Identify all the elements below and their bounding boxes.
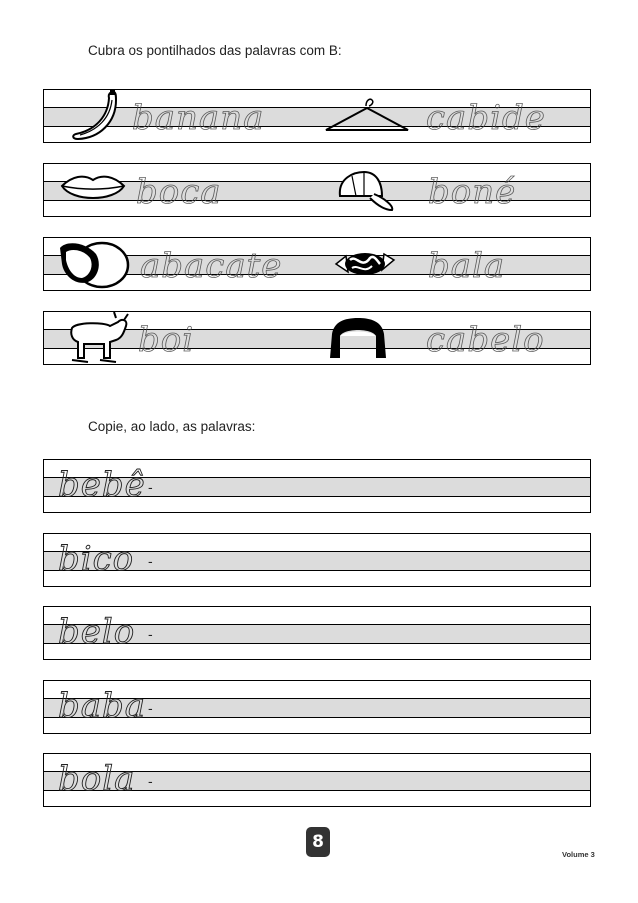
copy-row bbox=[43, 459, 591, 513]
lips-icon bbox=[58, 170, 128, 210]
copy-row bbox=[43, 533, 591, 587]
trace-word[interactable]: cabelo bbox=[426, 320, 545, 360]
trace-row bbox=[43, 89, 591, 143]
copy-word: baba bbox=[58, 686, 147, 726]
trace-word[interactable]: banana bbox=[132, 98, 265, 138]
trace-word[interactable]: boca bbox=[136, 172, 222, 212]
trace-word[interactable]: cabide bbox=[426, 98, 546, 138]
copy-dash: - bbox=[148, 773, 153, 789]
copy-row bbox=[43, 680, 591, 734]
copy-dash: - bbox=[148, 626, 153, 642]
copy-word: belo bbox=[58, 612, 136, 652]
trace-instruction: Cubra os pontilhados das palavras com B: bbox=[88, 43, 342, 58]
page-number: 8 bbox=[306, 827, 330, 857]
trace-row bbox=[43, 163, 591, 217]
copy-dash: - bbox=[148, 479, 153, 495]
banana-icon bbox=[64, 88, 124, 142]
hair-icon bbox=[324, 316, 392, 360]
trace-word[interactable]: abacate bbox=[140, 246, 283, 286]
candy-icon bbox=[332, 246, 398, 286]
cap-icon bbox=[334, 168, 398, 214]
avocado-icon bbox=[56, 238, 132, 290]
copy-instruction: Copie, ao lado, as palavras: bbox=[88, 419, 256, 434]
volume-label: Volume 3 bbox=[562, 850, 595, 859]
hanger-icon bbox=[322, 90, 412, 136]
copy-word: bebê bbox=[58, 465, 146, 505]
trace-word[interactable]: boi bbox=[138, 320, 195, 360]
copy-word: bico bbox=[58, 539, 135, 579]
trace-row bbox=[43, 237, 591, 291]
copy-row bbox=[43, 753, 591, 807]
ox-icon bbox=[64, 310, 130, 368]
copy-row bbox=[43, 606, 591, 660]
trace-row bbox=[43, 311, 591, 365]
copy-dash: - bbox=[148, 553, 153, 569]
trace-word[interactable]: bala bbox=[428, 246, 506, 286]
copy-dash: - bbox=[148, 700, 153, 716]
trace-word[interactable]: boné bbox=[428, 172, 517, 212]
copy-word: bola bbox=[58, 759, 136, 799]
